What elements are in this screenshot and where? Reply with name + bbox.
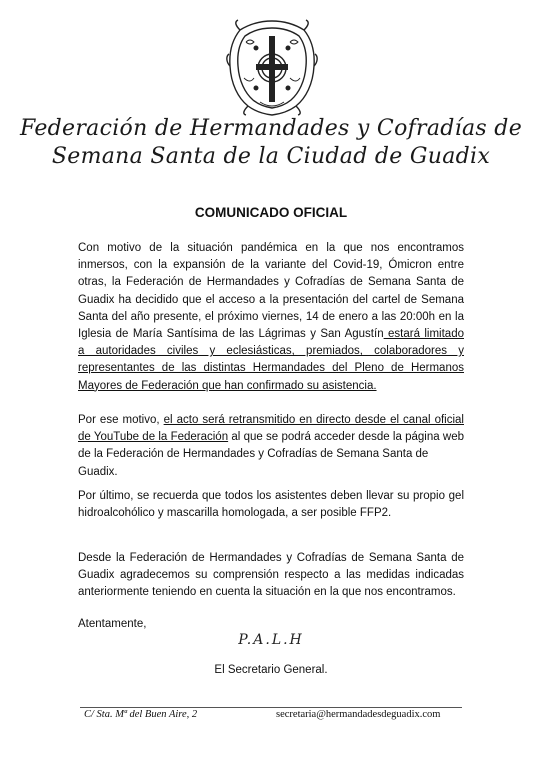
header-line-2: Semana Santa de la Ciudad de Guadix (51, 144, 491, 169)
signature: P.A.L.H (238, 632, 304, 648)
footer-email[interactable]: secretaria@hermandadesdeguadix.com (276, 709, 441, 720)
footer-divider (80, 707, 462, 708)
paragraph-2: Por ese motivo, el acto será retransmitido en directo desde el canal oficial de YouTube de la Federación al que se podrá acceder desde la página web de la Federación de Hermandades y Cofradías de Semana Santa de Guadix. (78, 414, 464, 478)
paragraph-1: Con motivo de la situación pandémica en la que nos encontramos inmersos, con la expansión de la variante del Covid-19, Ómicron entre otras, la Federación de Hermandades y Cofradías de Semana Santa de Guadix ha decidido que el acceso a la presentación del cartel de Semana Santa del año presente, el próximo viernes, 14 de enero a las 20:00h en la Iglesia de María Santísima de las Lágrimas y San Agustín estará limitado a autoridades civiles y eclesiásticas, premiados, colaboradores y representantes de las distintas Hermandades del Pleno de Hermanos Mayores de Federación que han confirmado su asistencia. (78, 242, 464, 392)
broadcast-emphasis: el acto será retransmitido en directo desde el canal oficial (163, 414, 464, 426)
footer-address: C/ Sta. Mª del Buen Aire, 2 (84, 709, 198, 720)
closing-salutation: Atentamente, (78, 618, 147, 630)
document-title: COMUNICADO OFICIAL (194, 205, 348, 220)
youtube-channel-emphasis: de YouTube de la Federación (78, 431, 229, 444)
signer-role: El Secretario General. (214, 664, 328, 676)
paragraph-4: Desde la Federación de Hermandades y Cofradías de Semana Santa de Guadix agradecemos su comprensión respecto a las medidas indicadas anteriormente teniendo en cuenta la situación en la que nos encontramos. (78, 552, 464, 599)
brotherhood-crest-icon (226, 18, 318, 116)
paragraph-3: Por último, se recuerda que todos los asistentes deben llevar su propio gel hidroalcohólico y mascarilla homologada, a ser posible FFP2. (78, 490, 464, 520)
limited-access-emphasis: estará limitado (383, 328, 464, 341)
header-line-1: Federación de Hermandades y Cofradías de (19, 116, 523, 141)
